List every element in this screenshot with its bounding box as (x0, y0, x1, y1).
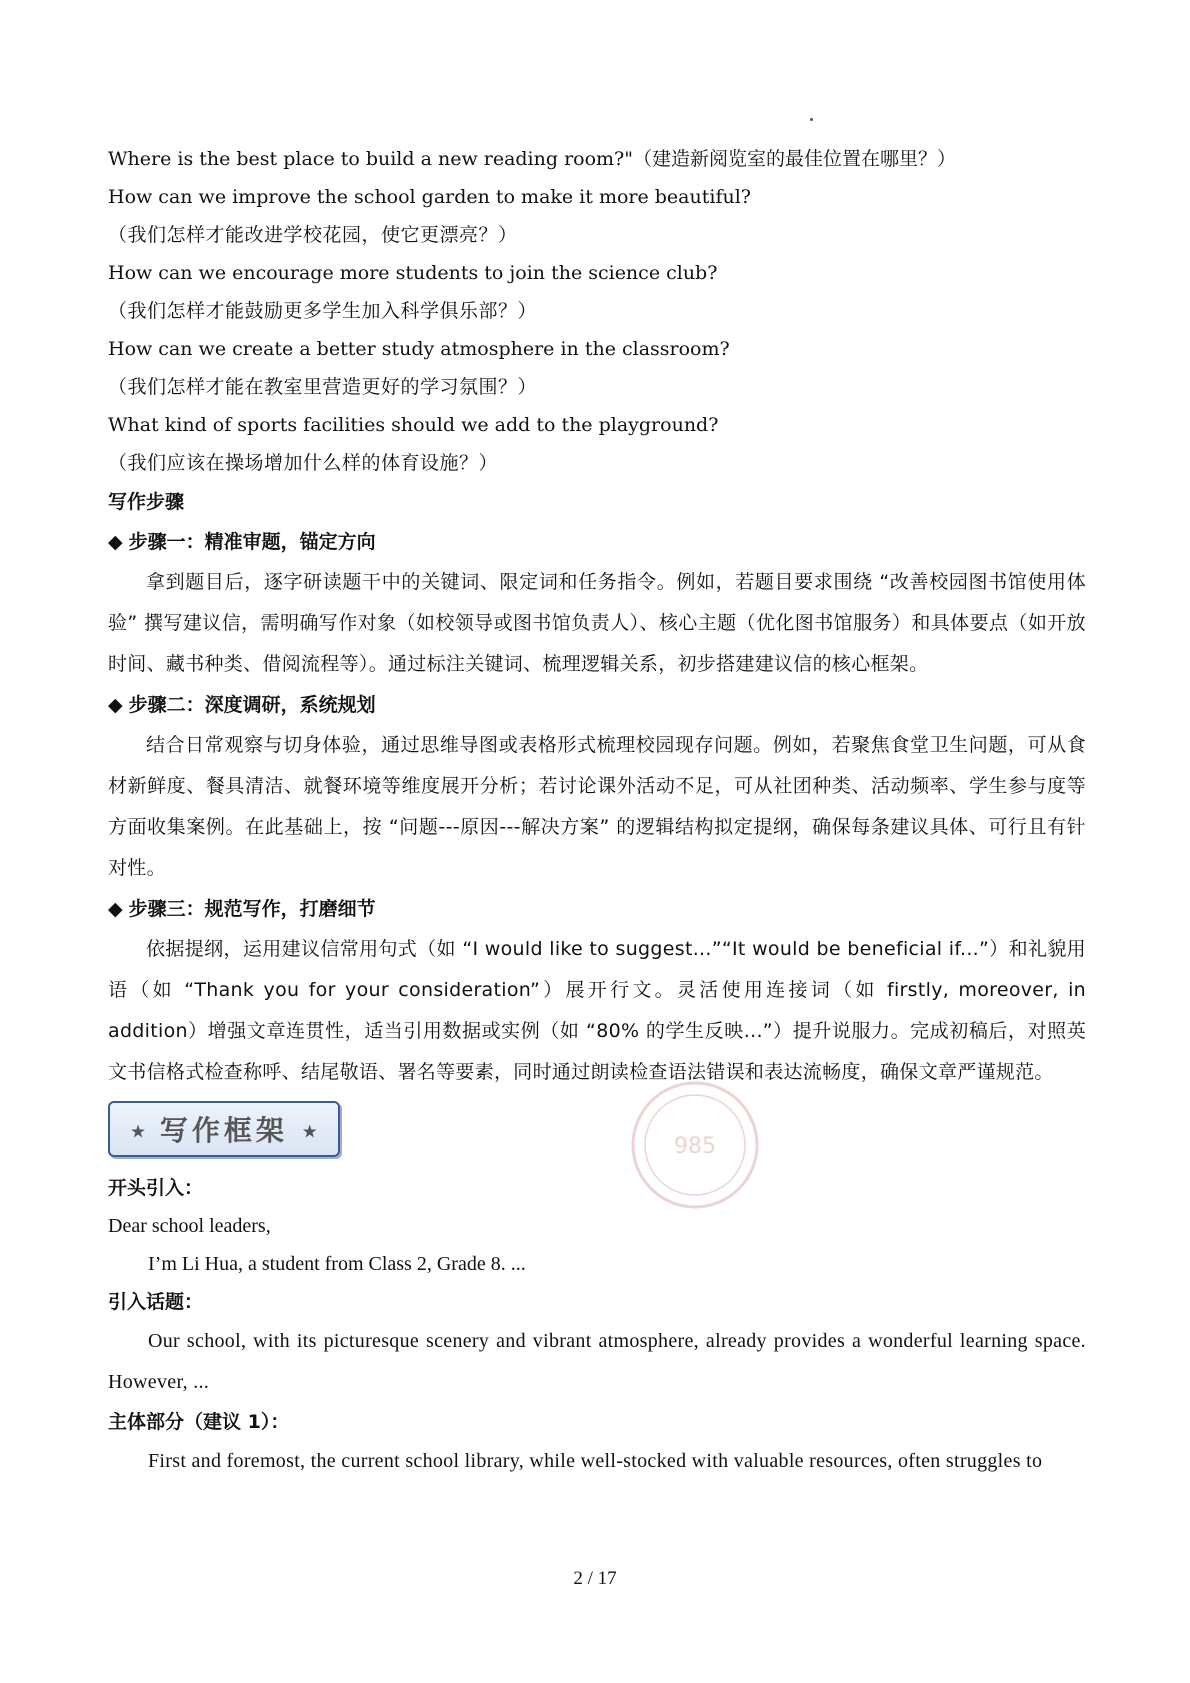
writing-frame-title: 写作框架 (159, 1114, 288, 1147)
step-1-title (108, 522, 1086, 562)
writing-frame-banner (108, 1101, 340, 1157)
topic-text: Our school, with its picturesque scenery and vibrant atmosphere, already provides a wonderful learning space. However, ... (108, 1330, 1086, 1393)
question-2-en: How can we improve the school garden to make it more beautiful? (108, 186, 751, 208)
watermark-seal (625, 1075, 765, 1215)
question-2-cn: （我们怎样才能改进学校花园，使它更漂亮？） (108, 224, 518, 246)
question-5-cn: （我们应该在操场增加什么样的体育设施？） (108, 452, 499, 474)
greeting: Dear school leaders, (108, 1215, 271, 1237)
step-1-title-text: 步骤一：精准审题，锚定方向 (128, 531, 376, 553)
diamond-icon: ◆ (108, 694, 123, 716)
step-3-title (108, 889, 1086, 929)
page-content (108, 140, 1086, 1482)
svg-text:985: 985 (674, 1134, 716, 1159)
question-3-en: How can we encourage more students to join the science club? (108, 262, 718, 284)
step-2-body: 结合日常观察与切身体验，通过思维导图或表格形式梳理校园现存问题。例如，若聚焦食堂卫生问题，可从食材新鲜度、餐具清洁、就餐环境等维度展开分析；若讨论课外活动不足，可从社团种类、活动频率、学生参与度等方面收集案例。在此基础上，按 “问题---原因---解决方案” 的逻辑结构拟定提纲，确保每条建议具体、可行且有针对性。 (108, 734, 1086, 879)
body-label: 主体部分（建议 1）： (108, 1411, 290, 1433)
star-icon: ★ (130, 1121, 147, 1143)
steps-heading: 写作步骤 (108, 491, 185, 513)
question-3-cn: （我们怎样才能鼓励更多学生加入科学俱乐部？） (108, 300, 538, 322)
topic-label: 引入话题： (108, 1291, 204, 1313)
question-4-cn: （我们怎样才能在教室里营造更好的学习氛围？） (108, 376, 538, 398)
diamond-icon: ◆ (108, 531, 123, 553)
step-2-title (108, 685, 1086, 725)
opening-label: 开头引入： (108, 1177, 204, 1199)
step-3-title-text: 步骤三：规范写作，打磨细节 (128, 898, 376, 920)
page-number: 2 / 17 (573, 1568, 617, 1589)
diamond-icon: ◆ (108, 898, 123, 920)
step-3-body: 依据提纲，运用建议信常用句式（如 “I would like to suggest...”“It would be beneficial if...”）和礼貌用语（如 “Thank you for your consideration”）展开行文。灵活使用连接词（如 firstly, moreover, in addition）增强文章连贯性，适当引用数据或实例（如 “80% 的学生反映...”）提升说服力。完成初稿后，对照英文书信格式检查称呼、结尾敬语、署名等要素，同时通过朗读检查语法错误和表达流畅度，确保文章严谨规范。 (108, 938, 1086, 1083)
intro-sentence: I’m Li Hua, a student from Class 2, Grade 8. ... (148, 1253, 526, 1275)
stray-dot (810, 118, 813, 121)
body-text: First and foremost, the current school library, while well-stocked with valuable resources, often struggles to (148, 1450, 1043, 1472)
question-4-en: How can we create a better study atmosphere in the classroom? (108, 338, 730, 360)
question-1: Where is the best place to build a new reading room?"（建造新阅览室的最佳位置在哪里？） (108, 148, 956, 170)
star-icon: ★ (301, 1121, 318, 1143)
step-1-body: 拿到题目后，逐字研读题干中的关键词、限定词和任务指令。例如，若题目要求围绕 “改善校园图书馆使用体验” 撰写建议信，需明确写作对象（如校领导或图书馆负责人）、核心主题（优化图书馆服务）和具体要点（如开放时间、藏书种类、借阅流程等）。通过标注关键词、梳理逻辑关系，初步搭建建议信的核心框架。 (108, 571, 1086, 675)
question-5-en: What kind of sports facilities should we add to the playground? (108, 414, 719, 436)
step-2-title-text: 步骤二：深度调研，系统规划 (128, 694, 376, 716)
